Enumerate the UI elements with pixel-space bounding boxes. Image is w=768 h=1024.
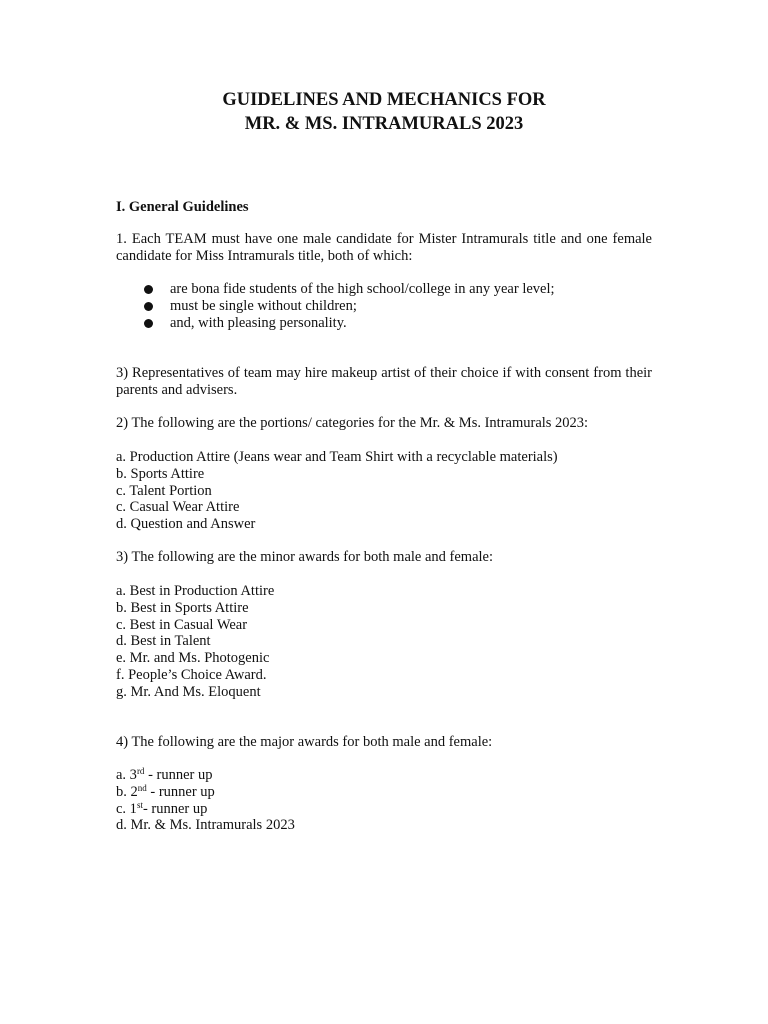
list-item: a. Best in Production Attire (116, 583, 275, 599)
bullet-icon (144, 302, 153, 311)
list-item (116, 767, 652, 784)
document-title-line-2: MR. & MS. INTRAMURALS 2023 (244, 114, 524, 134)
list-item: a. Production Attire (Jeans wear and Team Shirt with a recyclable materials) (116, 449, 558, 465)
item-prefix: b. 2 (116, 783, 138, 800)
list-item: b. Best in Sports Attire (116, 599, 249, 616)
item-prefix: c. 1 (116, 800, 137, 817)
list-item: c. Talent Portion (116, 482, 212, 499)
list-item (116, 784, 652, 801)
document-title-line-1: GUIDELINES AND MECHANICS FOR (222, 90, 546, 110)
list-item (116, 817, 652, 834)
ordinal-suffix: nd (137, 782, 147, 793)
bullet-icon (144, 285, 153, 294)
categories-intro: 2) The following are the portions/ categories for the Mr. & Ms. Intramurals 2023: (116, 415, 589, 431)
list-item (116, 801, 652, 818)
item-suffix: - runner up (144, 767, 213, 783)
major-awards-list (116, 767, 652, 834)
item-suffix: - runner up (146, 783, 215, 800)
item-prefix: d. Mr. & Ms. Intramurals 2023 (116, 817, 295, 834)
minor-awards-list (116, 583, 652, 701)
section-heading: I. General Guidelines (116, 199, 249, 215)
ordinal-suffix: st (136, 799, 143, 810)
bullet-item (116, 298, 652, 315)
bullet-item (116, 281, 652, 298)
bullet-text: must be single without children; (170, 297, 357, 314)
categories-list (116, 449, 652, 533)
list-item: g. Mr. And Ms. Eloquent (116, 683, 261, 700)
bullet-text: are bona fide students of the high school/college in any year level; (170, 281, 555, 297)
bullet-icon (144, 319, 153, 328)
item-prefix: a. 3 (116, 767, 137, 783)
list-item: b. Sports Attire (116, 465, 205, 482)
requirement-bullet-list (116, 281, 652, 331)
list-item: d. Question and Answer (116, 516, 256, 533)
candidate-requirement-paragraph: 1. Each TEAM must have one male candidate for Mister Intramurals title and one female candidate for Miss Intramurals title, both of which: (116, 231, 652, 264)
major-awards-intro: 4) The following are the major awards for both male and female: (116, 734, 493, 750)
ordinal-suffix: rd (136, 766, 145, 776)
item-suffix: - runner up (142, 800, 208, 817)
list-item: c. Best in Casual Wear (116, 616, 248, 633)
makeup-artist-paragraph: 3) Representatives of team may hire makeup artist of their choice if with consent from their parents and advisers. (116, 365, 652, 398)
list-item: e. Mr. and Ms. Photogenic (116, 650, 270, 667)
list-item: f. People’s Choice Award. (116, 666, 267, 683)
bullet-text: and, with pleasing personality. (170, 314, 347, 331)
bullet-item (116, 315, 652, 332)
list-item: c. Casual Wear Attire (116, 499, 240, 516)
minor-awards-intro: 3) The following are the minor awards for both male and female: (116, 549, 494, 565)
list-item: d. Best in Talent (116, 633, 211, 650)
